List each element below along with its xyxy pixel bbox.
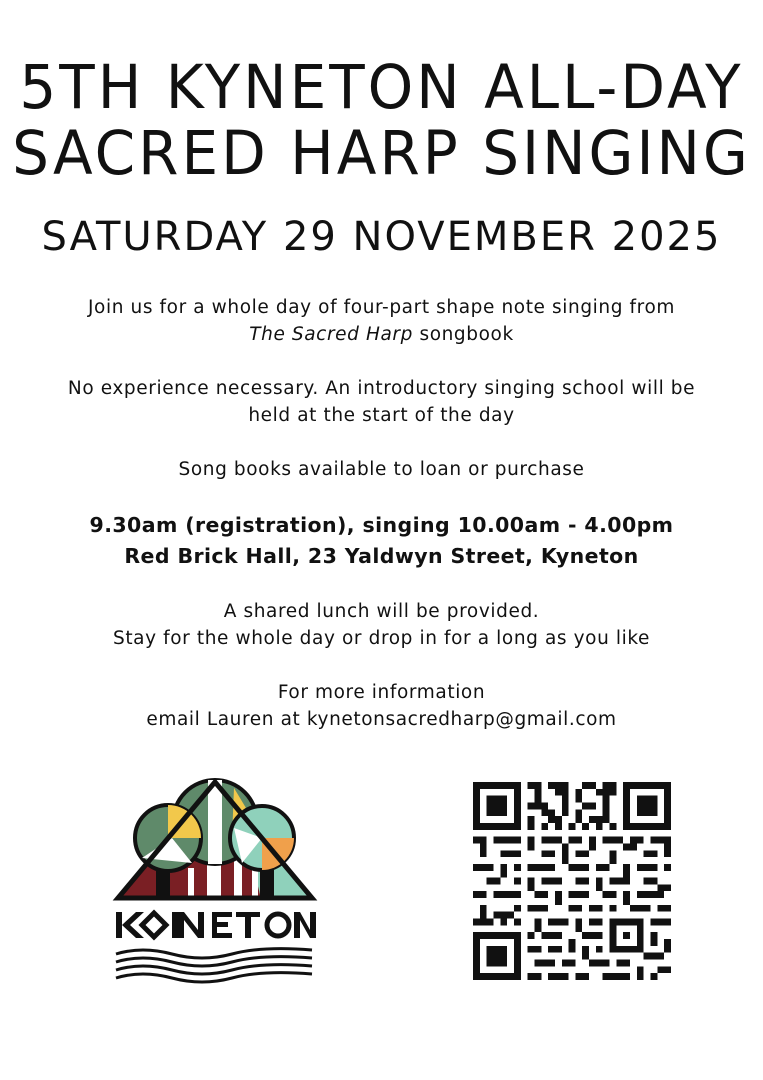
lunch-line-2: Stay for the whole day or drop in for a long as you like: [112, 628, 651, 649]
qr-code-icon: [473, 782, 671, 980]
experience-line-1: No experience necessary. An introductory singing school will be: [67, 378, 696, 399]
venue-line: Red Brick Hall, 23 Yaldwyn Street, Kyneton: [124, 544, 639, 568]
info-line-1: For more information: [277, 682, 486, 703]
songbook-title: The Sacred Harp: [249, 324, 413, 345]
info-line-2: email Lauren at kynetonsacredharp@gmail.com: [146, 709, 617, 730]
experience-line-2: held at the start of the day: [248, 405, 515, 426]
lunch-paragraph: [20, 598, 743, 652]
intro-paragraph: [20, 294, 743, 348]
songbooks-note: Song books available to loan or purchase: [178, 459, 585, 480]
time-line: 9.30am (registration), singing 10.00am - 4.00pm: [89, 513, 674, 537]
event-date: SATURDAY 29 NOVEMBER 2025: [41, 214, 722, 260]
event-title-line-2: SACRED HARP SINGING: [12, 117, 751, 189]
intro-line-2: [20, 321, 743, 348]
kyneton-trees-logo-icon: [112, 778, 318, 988]
lunch-line-1: A shared lunch will be provided.: [223, 601, 540, 622]
songbook-suffix: songbook: [412, 324, 514, 345]
event-title-line-1: 5TH KYNETON ALL-DAY: [19, 51, 744, 123]
experience-paragraph: [20, 375, 743, 429]
info-paragraph: [20, 679, 743, 733]
schedule-paragraph: [20, 510, 743, 572]
intro-line-1: Join us for a whole day of four-part shape note singing from: [87, 297, 676, 318]
kyneton-wordmark: [116, 912, 316, 938]
